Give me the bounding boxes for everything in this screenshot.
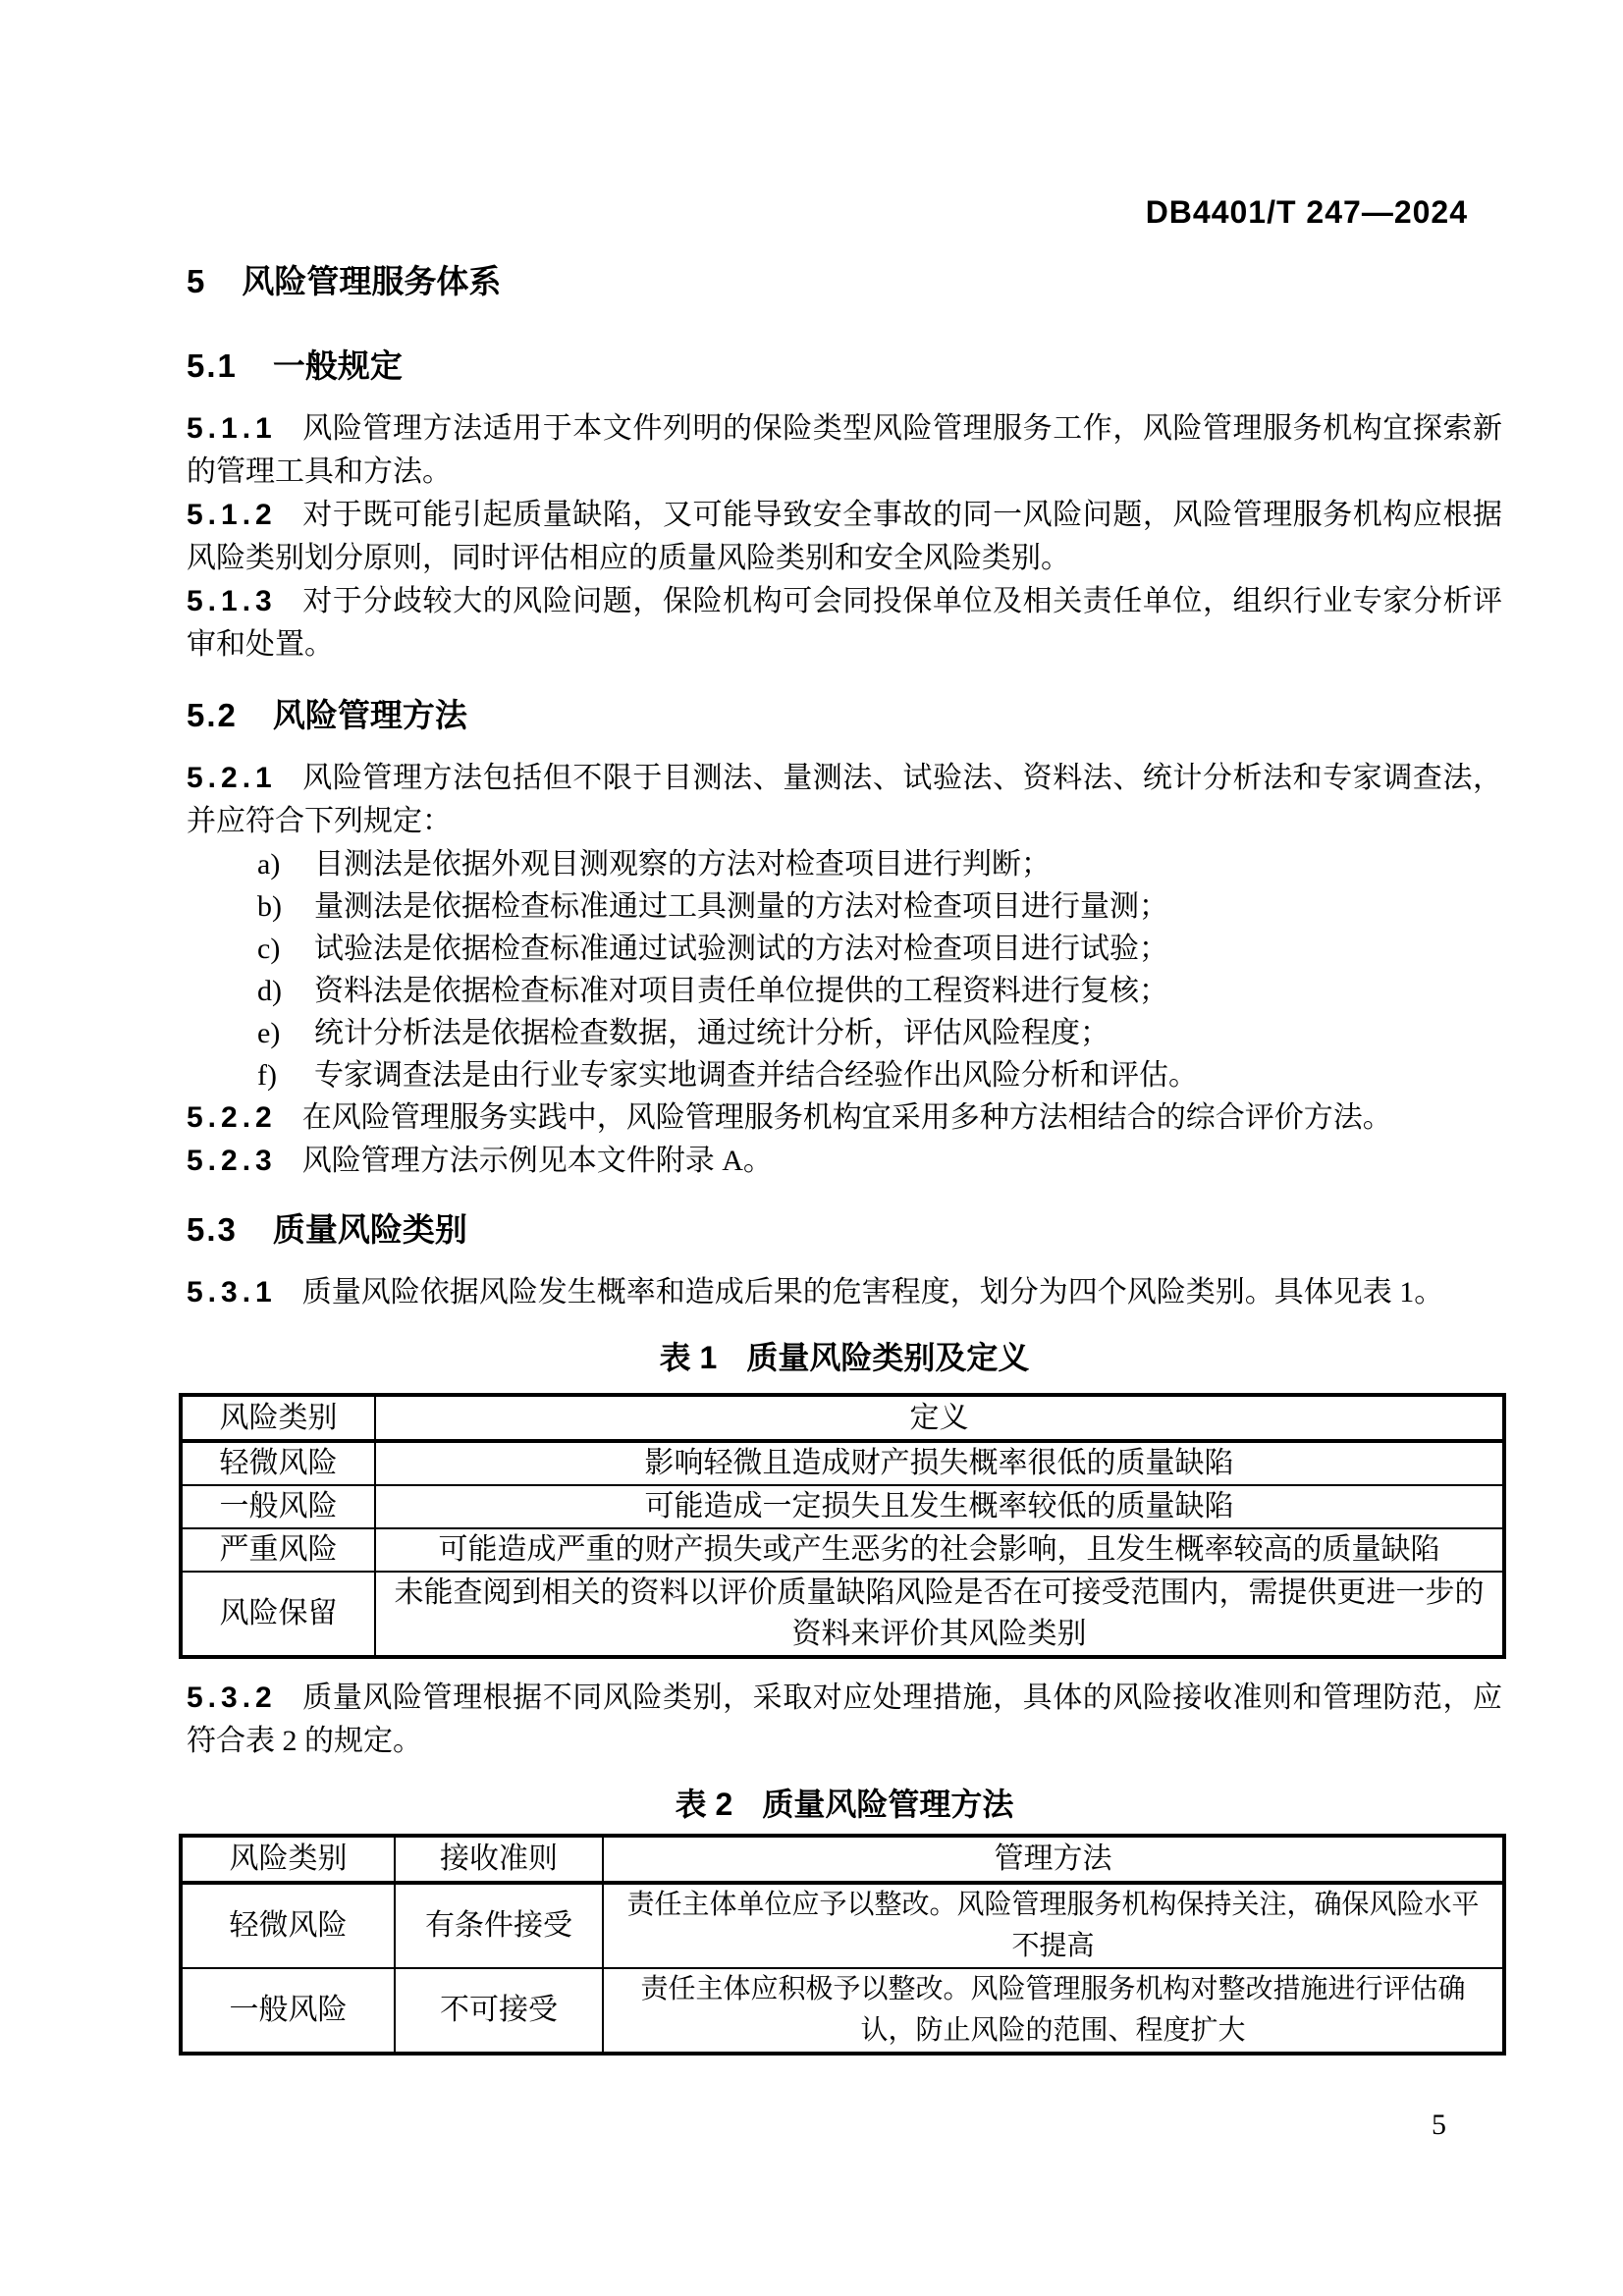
heading-number: 5.2 <box>187 697 238 733</box>
clause-text: 质量风险依据风险发生概率和造成后果的危害程度，划分为四个风险类别。具体见表 1。 <box>301 1276 1444 1308</box>
list-item-a <box>187 843 1502 885</box>
table-row <box>181 1572 1504 1657</box>
list-text: 量测法是依据检查标准通过工具测量的方法对检查项目进行量测； <box>314 890 1168 923</box>
heading-section-5-1 <box>187 345 1502 388</box>
clause-5-3-1 <box>187 1271 1502 1314</box>
table-row <box>181 1441 1504 1485</box>
definition-cell: 未能查阅到相关的资料以评价质量缺陷风险是否在可接受范围内，需提供更进一步的资料来评价其风险类别 <box>375 1572 1504 1657</box>
table-caption-title: 质量风险类别及定义 <box>746 1340 1030 1375</box>
column-header: 管理方法 <box>603 1836 1504 1883</box>
clause-number: 5.1.2 <box>187 499 277 531</box>
list-text: 试验法是依据检查标准通过试验测试的方法对检查项目进行试验； <box>314 933 1168 965</box>
list-item-b <box>187 885 1502 928</box>
clause-5-2-3 <box>187 1140 1502 1183</box>
clause-number: 5.2.1 <box>187 762 277 794</box>
page-content <box>187 0 1502 2056</box>
page-number: 5 <box>1432 2109 1446 2141</box>
clause-text: 风险管理方法示例见本文件附录 A。 <box>301 1145 773 1177</box>
column-header: 定义 <box>375 1395 1504 1441</box>
definition-cell: 影响轻微且造成财产损失概率很低的质量缺陷 <box>375 1441 1504 1485</box>
list-text: 专家调查法是由行业专家实地调查并结合经验作出风险分析和评估。 <box>314 1059 1198 1092</box>
list-item-c <box>187 928 1502 970</box>
table-header-row <box>181 1836 1504 1883</box>
clause-number: 5.3.2 <box>187 1682 277 1714</box>
risk-category-cell: 轻微风险 <box>181 1441 375 1485</box>
clause-5-1-1 <box>187 407 1502 494</box>
list-item-f <box>187 1054 1502 1096</box>
table-row <box>181 1528 1504 1572</box>
heading-section-5-2 <box>187 694 1502 737</box>
heading-title: 风险管理服务体系 <box>242 263 502 299</box>
clause-number: 5.1.3 <box>187 585 277 617</box>
table-caption-title: 质量风险管理方法 <box>762 1787 1014 1822</box>
column-header: 风险类别 <box>181 1395 375 1441</box>
clause-text: 风险管理方法包括但不限于目测法、量测法、试验法、资料法、统计分析法和专家调查法，并应符合下列规定： <box>187 762 1502 837</box>
table-row <box>181 1485 1504 1528</box>
table-caption-label: 表 2 <box>675 1787 733 1822</box>
table1-caption <box>187 1336 1502 1379</box>
list-marker: e) <box>257 1017 281 1049</box>
heading-title: 一般规定 <box>272 347 403 384</box>
clause-text: 对于既可能引起质量缺陷，又可能导致安全事故的同一风险问题，风险管理服务机构应根据风险类别划分原则，同时评估相应的质量风险类别和安全风险类别。 <box>187 499 1502 574</box>
column-header: 接收准则 <box>395 1836 603 1883</box>
table-caption-label: 表 1 <box>659 1340 718 1375</box>
list-marker: f) <box>257 1059 277 1092</box>
risk-category-cell: 一般风险 <box>181 1485 375 1528</box>
table-header-row <box>181 1395 1504 1441</box>
clause-5-1-3 <box>187 580 1502 667</box>
risk-category-cell: 严重风险 <box>181 1528 375 1572</box>
definition-cell: 可能造成严重的财产损失或产生恶劣的社会影响，且发生概率较高的质量缺陷 <box>375 1528 1504 1572</box>
list-marker: b) <box>257 890 282 923</box>
heading-title: 质量风险类别 <box>272 1211 467 1248</box>
standard-code: DB4401/T 247—2024 <box>1145 194 1468 230</box>
clause-number: 5.2.3 <box>187 1145 277 1177</box>
table-row <box>181 1968 1504 2054</box>
clause-number: 5.3.1 <box>187 1276 277 1308</box>
risk-category-cell: 一般风险 <box>181 1968 395 2054</box>
acceptance-criterion-cell: 有条件接受 <box>395 1883 603 1968</box>
list-text: 目测法是依据外观目测观察的方法对检查项目进行判断； <box>314 848 1051 881</box>
list-text: 统计分析法是依据检查数据，通过统计分析，评估风险程度； <box>314 1017 1109 1049</box>
management-method-cell: 责任主体单位应予以整改。风险管理服务机构保持关注，确保风险水平不提高 <box>603 1883 1504 1968</box>
acceptance-criterion-cell: 不可接受 <box>395 1968 603 2054</box>
heading-number: 5.3 <box>187 1211 238 1248</box>
clause-number: 5.2.2 <box>187 1101 277 1134</box>
clause-text: 对于分歧较大的风险问题，保险机构可会同投保单位及相关责任单位，组织行业专家分析评审和处置。 <box>187 585 1502 661</box>
management-method-cell: 责任主体应积极予以整改。风险管理服务机构对整改措施进行评估确认，防止风险的范围、程度扩大 <box>603 1968 1504 2054</box>
clause-text: 风险管理方法适用于本文件列明的保险类型风险管理服务工作，风险管理服务机构宜探索新的管理工具和方法。 <box>187 412 1502 488</box>
heading-number: 5.1 <box>187 347 238 384</box>
risk-category-cell: 风险保留 <box>181 1572 375 1657</box>
list-marker: c) <box>257 933 281 965</box>
clause-text: 在风险管理服务实践中，风险管理服务机构宜采用多种方法相结合的综合评价方法。 <box>301 1101 1392 1134</box>
clause-5-3-2 <box>187 1677 1502 1763</box>
column-header: 风险类别 <box>181 1836 395 1883</box>
heading-section-5-3 <box>187 1208 1502 1252</box>
list-marker: a) <box>257 848 281 881</box>
clause-5-2-2 <box>187 1096 1502 1140</box>
table-quality-risk-management <box>179 1834 1506 2056</box>
heading-title: 风险管理方法 <box>272 697 467 733</box>
clause-number: 5.1.1 <box>187 412 277 445</box>
list-item-e <box>187 1012 1502 1054</box>
heading-number: 5 <box>187 263 207 299</box>
risk-category-cell: 轻微风险 <box>181 1883 395 1968</box>
clause-5-2-1 <box>187 757 1502 843</box>
table2-caption <box>187 1783 1502 1826</box>
clause-5-1-2 <box>187 494 1502 580</box>
definition-cell: 可能造成一定损失且发生概率较低的质量缺陷 <box>375 1485 1504 1528</box>
heading-section-5 <box>187 260 1502 303</box>
clause-text: 质量风险管理根据不同风险类别，采取对应处理措施，具体的风险接收准则和管理防范，应符合表 2 的规定。 <box>187 1682 1502 1757</box>
list-item-d <box>187 970 1502 1012</box>
table-row <box>181 1883 1504 1968</box>
list-text: 资料法是依据检查标准对项目责任单位提供的工程资料进行复核； <box>314 975 1168 1007</box>
list-marker: d) <box>257 975 282 1007</box>
table-quality-risk-definitions <box>179 1393 1506 1659</box>
